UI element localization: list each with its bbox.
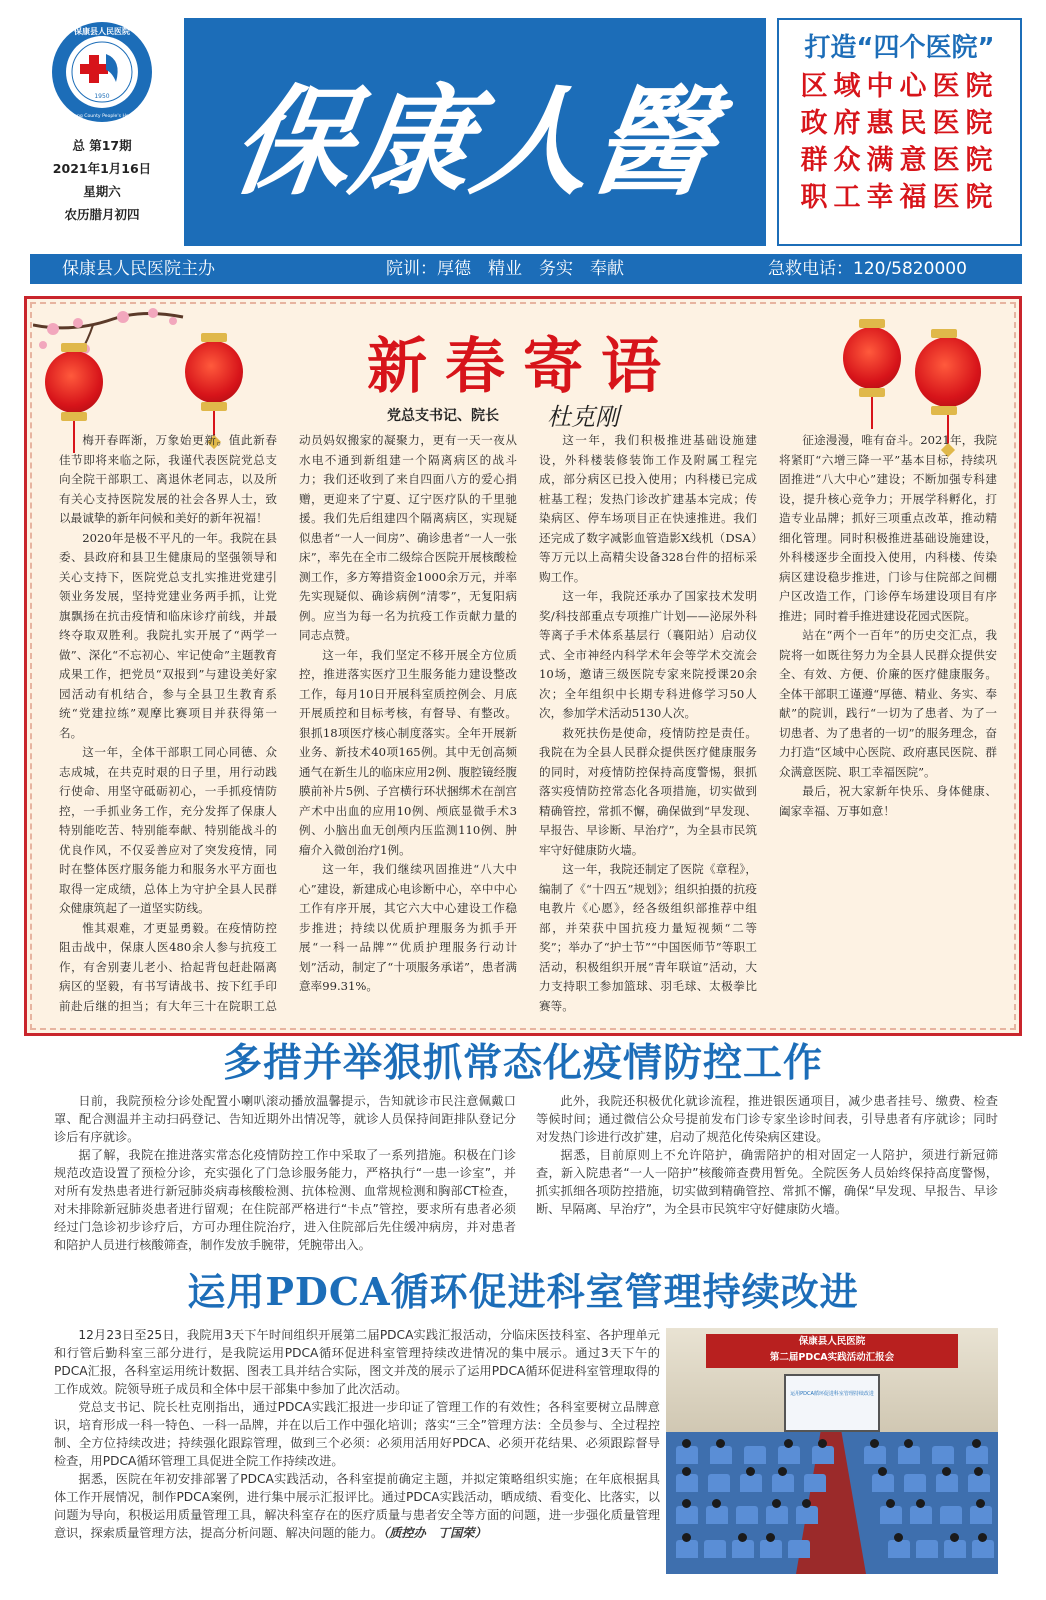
audience-head bbox=[746, 1467, 755, 1476]
article-headline: 多措并举狠抓常态化疫情防控工作 bbox=[222, 1040, 823, 1086]
hospital-motto: 院训：厚德 精业 务实 奉献 bbox=[386, 259, 624, 279]
seat bbox=[970, 1506, 992, 1524]
slogan-item: 政府惠民医院 bbox=[800, 108, 999, 139]
greeting-paragraph: 最后，祝大家新年快乐、身体健康、阖家幸福、万事如意！ bbox=[779, 784, 997, 818]
greeting-paragraph: 这一年，我们继续巩固推进“八大中心”建设，新建成心电诊断中心，卒中中心工作有序开展，其它六大中心建设工作稳步推进；持续以优质护理服务为抓手开展“一科一品牌”“优质护理服务行动计划”活动，制定了“十项服务承诺”，患者满意率99.31%。 bbox=[299, 862, 517, 993]
greeting-paragraph: 这一年，我们坚定不移开展全方位质控，推进落实医疗卫生服务能力建设整改工作，每月10日开展科室质控例会、月底开展质控和目标考核，有督导、有整改。狠抓18项医疗核心制度落实。全年开展新业务、新技术40项165例。其中无创高频通气在新生儿的临床应用2例、腹腔镜经腹膜前补片5例、子宫横行环状捆绑术在剖宫产术中出血的应用10例、颅底显微手术3例、小脑出血无创颅内压监测110例、肿瘤介入微创治疗1例。 bbox=[299, 647, 517, 857]
audience-head bbox=[870, 1439, 879, 1448]
audience-head bbox=[818, 1439, 827, 1448]
article-paragraph: 日前，我院预检分诊处配置小喇叭滚动播放温馨提示，告知就诊市民注意佩戴口罩、配合测温并主动扫码登记、告知近期外出情况等，就诊人员保持间距排队登记分诊后有序就诊。 bbox=[54, 1094, 516, 1144]
audience-head bbox=[682, 1533, 691, 1542]
article-body bbox=[54, 1326, 660, 1584]
seat bbox=[880, 1506, 902, 1524]
greeting-paragraph: 救死扶伤是使命，疫情防控是责任。我院在为全县人民群众提供医疗健康服务的同时，对疫情防控保持高度警惕，狠抓落实疫情防控常态化各项措施，切实做到精确管控，常抓不懈，确保做到“早发现、早报告、早诊断、早治疗”，为全县市民筑牢守好健康防火墙。 bbox=[539, 725, 757, 857]
seat bbox=[706, 1506, 728, 1524]
seat bbox=[936, 1474, 958, 1492]
audience-head bbox=[972, 1439, 981, 1448]
issue-info bbox=[30, 134, 174, 226]
issue-weekday: 星期六 bbox=[83, 184, 121, 199]
audience-head bbox=[716, 1439, 725, 1448]
audience-head bbox=[916, 1499, 925, 1508]
audience-head bbox=[942, 1467, 951, 1476]
article-paragraph: 党总支书记、院长杜克刚指出，通过PDCA实践汇报进一步印证了管理工作的有效性；各科室要树立品牌意识，培育形成一科一特色、一科一品牌，并在以后工作中强化培训；落实“三全”管理方法：全员参与、全过程控制、全方位持续改进；持续强化跟踪管理，做到三个必须：必须用活用好PDCA、必须开花结果、必须跟踪督导检查，用PDCA循环管理工具促进全院工作持续改进。 bbox=[54, 1400, 660, 1468]
audience-head bbox=[738, 1533, 747, 1542]
greeting-paragraph: 征途漫漫，唯有奋斗。2021年，我院将紧盯“六增三降一平”基本目标，持续巩固推进“八大中心”建设；不断加强专科建设，提升核心竞争力；开展学科孵化，打造专业品牌；抓好三项重点改革，推动精细化管理。同时积极推进基础设施建设，外科楼逐步全面投入使用，内科楼、传染病区建设稳步推进，门诊与住院部之间棚户区改造工作，门诊停车场建设项目有序推进；同时着手推进建设花园式医院。 bbox=[779, 433, 997, 623]
slogan-item: 职工幸福医院 bbox=[800, 182, 999, 213]
greeting-paragraph: 2020年是极不平凡的一年。我院在县委、县政府和县卫生健康局的坚强领导和关心支持下，医院党总支扎实推进党建引领业务发展，坚持党建业务两手抓，让党旗飘扬在抗击疫情和临床诊疗前线，并最终夺取双胜利。我院扎实开展了“两学一做”、深化“不忘初心、牢记使命”主题教育成果工作，把党员“双报到”与建设美好家园活动有机结合，参与全县卫生教育系统“党建拉练”观摩比赛项目并获得第一名。 bbox=[59, 530, 277, 740]
article-byline: （质控办 丁国荣） bbox=[383, 1526, 487, 1540]
greeting-title: 新春寄语 bbox=[367, 332, 679, 402]
logo-year: 1950 bbox=[94, 93, 110, 100]
audience-head bbox=[784, 1439, 793, 1448]
article-paragraph: 12月23日至25日，我院用3天下午时间组织开展第二届PDCA实践汇报活动，分临床医技科室、各护理单元和行管后勤科室三部分进行，是我院运用PDCA循环促进科室管理持续改进情况的集中展示。通过3天下午的PDCA汇报，各科室运用统计数据、图表工具并结合实际，图文并茂的展示了运用PDCA循环促进科室管理取得的工作成效。院领导班子成员和全体中层干部集中参加了此次活动。 bbox=[54, 1328, 660, 1396]
greeting-paragraph: 这一年，我院还制定了医院《章程》，编制了《“十四五”规划》；组织拍摄的抗疫电教片《心愿》，经各级组织部推荐中组部，并荣获中国抗疫力量短视频“二等奖”；举办了“护士节”“中国医师节”等职工活动，积极组织开展“青年联谊”活动，大力支持职工参加篮球、羽毛球、太极拳比赛等。 bbox=[539, 862, 757, 1013]
article-paragraph: 据悉，目前原则上不允许陪护，确需陪护的相对固定一人陪护，须进行新冠筛查，新入院患者“一人一陪护”核酸筛查费用暂免。全院医务人员始终保持高度警惕，抓实抓细各项防控措施，切实做到精确管控、常抓不懈，确保“早发现、早报告、早诊断、早隔离、早治疗”，为全县市民筑牢守好健康防火墙。 bbox=[536, 1148, 998, 1216]
greeting-byline: 党总支书记、院长 bbox=[387, 408, 499, 424]
seat bbox=[740, 1474, 762, 1492]
article-body bbox=[54, 1092, 998, 1260]
logo-text: 保康县人民医院 bbox=[74, 27, 130, 36]
seat bbox=[676, 1446, 698, 1464]
seat bbox=[804, 1474, 826, 1492]
audience-head bbox=[772, 1499, 781, 1508]
audience-head bbox=[974, 1467, 983, 1476]
seat bbox=[766, 1506, 788, 1524]
audience-head bbox=[778, 1467, 787, 1476]
slogan-heading: 打造“四个医院” bbox=[804, 33, 995, 63]
seat bbox=[708, 1474, 730, 1492]
issue-lunar-date: 农历腊月初四 bbox=[64, 207, 140, 222]
audience-head bbox=[886, 1499, 895, 1508]
audience-head bbox=[682, 1467, 691, 1476]
seat bbox=[972, 1540, 994, 1558]
greeting-body bbox=[59, 431, 997, 1021]
seat bbox=[864, 1446, 886, 1464]
emergency-hotline: 急救电话：120/5820000 bbox=[768, 259, 967, 279]
slogan-item: 群众满意医院 bbox=[800, 145, 999, 176]
audience-head bbox=[766, 1533, 775, 1542]
article-headline: 运用PDCA循环促进科室管理持续改进 bbox=[187, 1269, 859, 1314]
photo-banner: 保康县人民医院 第二届PDCA实践活动汇报会 bbox=[706, 1334, 958, 1368]
seat bbox=[788, 1540, 810, 1558]
meeting-photo bbox=[666, 1328, 998, 1574]
masthead-title-box bbox=[184, 18, 766, 246]
article-paragraph: 据了解，我院在推进落实常态化疫情防控工作中采取了一系列措施。积极在门诊规范改造设置了预检分诊，充实强化了门急诊服务能力，严格执行“一患一诊室”，并对所有发热患者进行新冠肺炎病毒核酸检测、抗体检测、血常规检测和胸部CT检查，对未排除新冠肺炎患者进行留观；在住院部严格进行“卡点”管控，要求所有患者必须经过门急诊初步诊疗后，方可办理住院治疗，进入住院部后先住缓冲病房，并对患者和陪护人员进行核酸筛查，制作发放手腕带，凭腕带出入。 bbox=[54, 1148, 516, 1252]
greeting-paragraph: 站在“两个一百年”的历史交汇点，我院将一如既往努力为全县人民群众提供安全、有效、方便、价廉的医疗健康服务。全体干部职工谨遵“厚德、精业、务实、奉献”的院训，践行“一切为了患者、为了一切患者、为了患者的一切”的服务理念，奋力打造“区域中心医院、政府惠民医院、群众满意医院、职工幸福医院”。 bbox=[779, 628, 997, 779]
article-paragraph-text: 据悉，医院在年初安排部署了PDCA实践活动，各科室提前确定主题，并拟定策略组织实施；在年底根据具体工作开展情况，制作PDCA案例，进行集中展示汇报评比。通过PDCA实践活动，晒成绩、看变化、比落实，以问题为导向，积极运用质量管理工具，解决科室存在的医疗质量与患者安全等方面的问题，进一步强化质量管理意识，探索质量管理方法，提高分析问题、解决问题的能力。 bbox=[54, 1472, 660, 1540]
audience-head bbox=[878, 1467, 887, 1476]
article-paragraph bbox=[54, 1470, 660, 1542]
seat bbox=[904, 1474, 926, 1492]
audience-head bbox=[894, 1533, 903, 1542]
seat bbox=[916, 1540, 938, 1558]
audience-head bbox=[976, 1499, 985, 1508]
issue-date: 2021年1月16日 bbox=[52, 161, 152, 176]
audience-head bbox=[802, 1499, 811, 1508]
seat bbox=[888, 1540, 910, 1558]
projection-screen bbox=[784, 1374, 880, 1432]
greeting-paragraph: 惟其艰难，才更显勇毅。在疫情防控阻击战中，保康人医480余人参与抗疫工作，有舍别妻儿老小、拾起背包赶赴隔离病区的坚毅，有书写请战书、按下红手印前赴后继的担当；有大年三十在院职工总动员妈奴搬家的凝聚力，更有一天一夜从水电不通到新组建一个隔离病区的战斗力；我们还收到了来自四面八方的爱心捐赠，更迎来了宁夏、辽宁医疗队的千里驰援。我们先后组建四个隔离病区，实现疑似患者“一人一间房”、确诊患者“一人一张床”，率先在全市二级综合医院开展核酸检测工作，多方筹措资金1000余万元，并率先实现疑似、确诊病例“清零”，无复阳病例。应当为每一名为抗疫工作贡献力量的同志点赞。 bbox=[59, 433, 517, 1013]
seat bbox=[760, 1540, 782, 1558]
greeting-paragraph: 梅开春晖渐，万象始更新。值此新春佳节即将来临之际，我谨代表医院党总支向全院干部职工、离退休老同志，以及所有关心支持医院发展的社会各界人士，致以最诚挚的新年问候和美好的新年祝福！ bbox=[59, 433, 277, 525]
hospital-logo bbox=[50, 20, 154, 124]
audience-head bbox=[712, 1499, 721, 1508]
audience-head bbox=[904, 1439, 913, 1448]
seat bbox=[676, 1474, 698, 1492]
signature: 杜克刚 bbox=[547, 403, 619, 431]
audience-head bbox=[978, 1533, 987, 1542]
seat bbox=[710, 1446, 732, 1464]
slogan-item: 区域中心医院 bbox=[800, 71, 999, 102]
seat bbox=[940, 1506, 962, 1524]
seat bbox=[778, 1446, 800, 1464]
seat bbox=[872, 1474, 894, 1492]
greeting-paragraph: 这一年，我们积极推进基础设施建设，外科楼装修装饰工作及附属工程完成，部分病区已投入使用；内科楼已完成桩基工程；发热门诊改扩建基本完成；传染病区、停车场项目正在快速推进。我们还完成了数字减影血管造影X线机（DSA）等万元以上高精尖设备328台件的招标采购工作。 bbox=[539, 433, 757, 584]
seat bbox=[732, 1540, 754, 1558]
new-year-greeting bbox=[24, 296, 1022, 1036]
audience-head bbox=[682, 1499, 691, 1508]
seat bbox=[744, 1446, 766, 1464]
screen-text: 运用PDCA循环促进科室管理持续改进 bbox=[790, 1391, 874, 1397]
info-banner bbox=[30, 254, 1022, 284]
sponsor-text: 保康县人民医院主办 bbox=[62, 259, 215, 279]
audience-head bbox=[950, 1533, 959, 1542]
greeting-paragraph: 这一年，全体干部职工同心同德、众志成城，在共克时艰的日子里，用行动践行使命、用坚守砥砺初心，一手抓疫情防控，一手抓业务工作，充分发挥了保康人特别能吃苦、特别能奉献、特别能战斗的优良作风，不仅妥善应对了突发疫情，同时在整体医疗服务能力和服务水平方面也取得一定成绩，总体上为守护全县人民群众健康筑起了一道坚实防线。 bbox=[59, 745, 277, 915]
seat bbox=[796, 1506, 818, 1524]
seat bbox=[676, 1540, 698, 1558]
greeting-paragraph: 这一年，我院还承办了国家技术发明奖/科技部重点专项推广计划——泌尿外科等离子手术体系基层行（襄阳站）启动仪式、全市神经内科学术年会等学术交流会10场，邀请三级医院专家来院授课20余次；全年组织中长期专科进修学习50人次，参加学术活动5130人次。 bbox=[539, 589, 757, 720]
article-paragraph: 此外，我院还积极优化就诊流程，推进银医通项目，减少患者挂号、缴费、检查等候时间；通过微信公众号提前发布门诊专家坐诊时间表，引导患者有序就诊；同时对发热门诊进行改扩建，启动了规范化传染病区建设。 bbox=[536, 1094, 998, 1144]
seat bbox=[966, 1446, 988, 1464]
newspaper-title: 保康人醫 bbox=[223, 72, 724, 211]
seat bbox=[910, 1506, 932, 1524]
slogan-box bbox=[777, 18, 1022, 246]
seat bbox=[944, 1540, 966, 1558]
issue-number: 总 第17期 bbox=[72, 138, 132, 153]
seat bbox=[676, 1506, 698, 1524]
audience-head bbox=[682, 1439, 691, 1448]
seat bbox=[772, 1474, 794, 1492]
seat bbox=[968, 1474, 990, 1492]
seat bbox=[736, 1506, 758, 1524]
logo-subtext: Baokang County People's Hospital bbox=[62, 114, 142, 119]
seat bbox=[812, 1446, 834, 1464]
seat bbox=[932, 1446, 954, 1464]
seat bbox=[704, 1540, 726, 1558]
seat bbox=[898, 1446, 920, 1464]
